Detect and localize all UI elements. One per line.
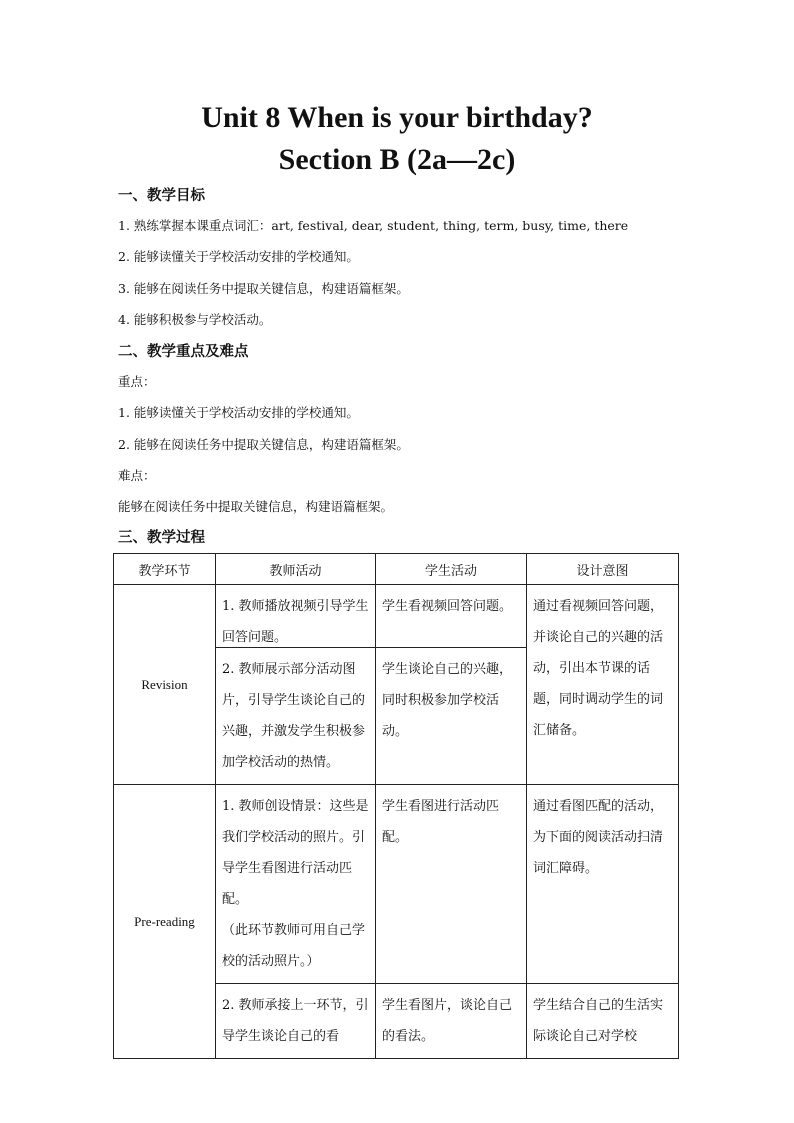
section-heading-objectives: 一、教学目标 xyxy=(118,187,205,204)
difficult-point-text: 能够在阅读任务中提取关键信息，构建语篇框架。 xyxy=(118,499,394,514)
section-heading-key-points: 二、教学重点及难点 xyxy=(118,343,249,360)
teaching-process-table xyxy=(113,553,679,1059)
document-title: Unit 8 When is your birthday? xyxy=(201,101,593,134)
section-heading-process: 三、教学过程 xyxy=(118,529,205,546)
objective-item-1: 1. 熟练掌握本课重点词汇：art, festival, dear, student, thing, term, busy, time, there xyxy=(118,218,629,233)
prereading-teacher-2: 2. 教师承接上一环节，引导学生谈论自己的看 xyxy=(216,984,376,1059)
stage-revision: Revision xyxy=(114,585,216,785)
revision-teacher-1: 1. 教师播放视频引导学生回答问题。 xyxy=(216,585,376,648)
prereading-student-2: 学生看图片，谈论自己的看法。 xyxy=(376,984,527,1059)
objective-item-2: 2. 能够读懂关于学校活动安排的学校通知。 xyxy=(118,249,359,264)
key-points-label: 重点： xyxy=(118,374,156,389)
header-student-activity: 学生活动 xyxy=(376,554,527,585)
prereading-student-1: 学生看图进行活动匹配。 xyxy=(376,785,527,984)
difficult-points-label: 难点： xyxy=(118,468,156,483)
key-point-item-2: 2. 能够在阅读任务中提取关键信息，构建语篇框架。 xyxy=(118,437,409,452)
key-point-item-1: 1. 能够读懂关于学校活动安排的学校通知。 xyxy=(118,405,359,420)
table-row xyxy=(114,585,679,648)
table-row xyxy=(114,785,679,984)
revision-student-1: 学生看视频回答问题。 xyxy=(376,585,527,648)
prereading-teacher-1: 1. 教师创设情景：这些是我们学校活动的照片。引导学生看图进行活动匹配。 （此环节教师可用自己学校的活动照片。） xyxy=(216,785,376,984)
header-design-intent: 设计意图 xyxy=(527,554,679,585)
revision-intent: 通过看视频回答问题，并谈论自己的兴趣的活动，引出本节课的话题，同时调动学生的词汇储备。 xyxy=(527,585,679,785)
stage-prereading: Pre-reading xyxy=(114,785,216,1059)
prereading-intent-1: 通过看图匹配的活动，为下面的阅读活动扫清词汇障碍。 xyxy=(527,785,679,984)
header-stage: 教学环节 xyxy=(114,554,216,585)
prereading-intent-2: 学生结合自己的生活实际谈论自己对学校 xyxy=(527,984,679,1059)
objective-item-4: 4. 能够积极参与学校活动。 xyxy=(118,312,272,327)
prereading-teacher-note: （此环节教师可用自己学校的活动照片。） xyxy=(222,923,366,969)
revision-student-2: 学生谈论自己的兴趣，同时积极参加学校活动。 xyxy=(376,648,527,785)
header-teacher-activity: 教师活动 xyxy=(216,554,376,585)
revision-teacher-2: 2. 教师展示部分活动图片，引导学生谈论自己的兴趣，并激发学生积极参加学校活动的热情。 xyxy=(216,648,376,785)
document-subtitle: Section B (2a—2c) xyxy=(278,143,516,176)
table-header-row xyxy=(114,554,679,585)
objective-item-3: 3. 能够在阅读任务中提取关键信息，构建语篇框架。 xyxy=(118,281,409,296)
